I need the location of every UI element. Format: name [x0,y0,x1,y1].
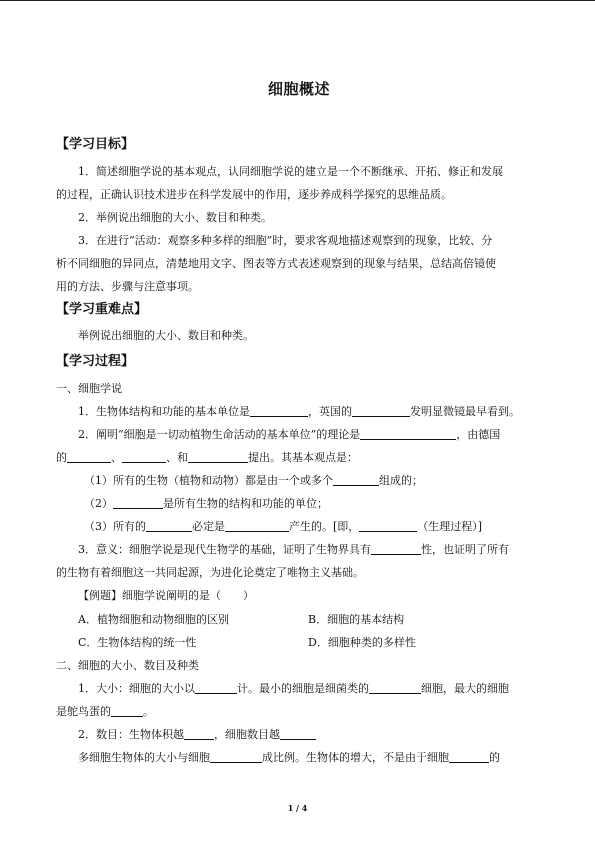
fill-blank[interactable] [67,450,111,463]
fill-blank[interactable] [113,496,163,509]
fill-blank[interactable] [449,750,489,763]
fill-blank[interactable] [371,542,421,555]
paragraph: 用的方法、步骤与注意事项。 [56,280,199,293]
fill-blank[interactable] [195,681,237,694]
paragraph: 的生物有着细胞这一共同起源，为进化论奠定了唯物主义基础。 [56,566,364,579]
fill-blank[interactable] [184,727,214,740]
top-rule [0,0,595,1]
fill-blank[interactable] [360,427,456,440]
fill-blank[interactable] [111,704,143,717]
option-row [78,631,564,654]
option-c[interactable]: C．生物体结构的统一性 [78,636,197,649]
fill-blank[interactable] [225,519,289,532]
section-heading-key: 【学习重难点】 [56,302,148,317]
section-heading-process: 【学习过程】 [56,354,135,369]
fill-blank[interactable] [280,727,316,740]
paragraph: 的过程，正确认识技术进步在科学发展中的作用，逐步养成科学探究的思维品质。 [56,188,452,201]
question-line: 1．生物体结构和功能的基本单位是 ，英国的 发明显微镜最早看到。 [78,405,520,418]
fill-blank[interactable] [352,404,410,417]
paragraph: 举例说出细胞的大小、数目和种类。 [78,329,254,342]
paragraph: 析不同细胞的异同点，清楚地用文字、图表等方式表述观察到的现象与结果，总结高倍镜使 [56,257,496,270]
subsection-heading: 二、细胞的大小、数目及种类 [56,659,199,672]
page-title: 细胞概述 [267,80,330,98]
fill-blank[interactable] [210,750,262,763]
question-line: 的 、 、和 提出。其基本观点是： [56,451,358,464]
fill-blank[interactable] [369,681,421,694]
option-a[interactable]: A．植物细胞和动物细胞的区别 [78,613,229,626]
section-heading-goals: 【学习目标】 [56,137,135,152]
question-line: 3．意义：细胞学说是现代生物学的基础，证明了生物界具有 性，也证明了所有 [78,543,509,556]
question-line: 是鸵鸟蛋的 。 [56,705,154,718]
question-line: 2．阐明“细胞是一切动植物生命活动的基本单位”的理论是 ，由德国 [78,428,501,441]
fill-blank[interactable] [188,450,248,463]
question-line: （3）所有的 必定是 产生的。[即， （生理过程）] [84,520,483,533]
option-b[interactable]: B．细胞的基本结构 [308,613,405,626]
example-question: 【例题】细胞学说阐明的是（ ） [78,589,254,602]
question-line: 多细胞生物体的大小与细胞 成比例。生物体的增大，不是由于细胞 的 [78,751,500,764]
option-d[interactable]: D．细胞种类的多样性 [308,636,416,649]
fill-blank[interactable] [250,404,308,417]
subsection-heading: 一、细胞学说 [56,382,122,395]
fill-blank[interactable] [146,519,192,532]
question-line: （2） 是所有生物的结构和功能的单位； [84,497,328,510]
paragraph: 1．简述细胞学说的基本观点，认同细胞学说的建立是一个不断继承、开拓、修正和发展 [78,165,503,178]
paragraph: 2．举例说出细胞的大小、数目和种类。 [78,211,272,224]
fill-blank[interactable] [359,519,417,532]
fill-blank[interactable] [333,473,379,486]
fill-blank[interactable] [122,450,166,463]
question-line: （1）所有的生物（植物和动物）都是由一个或多个 组成的； [84,474,423,487]
option-row [78,608,564,631]
page-number: 1 / 4 [287,803,308,813]
paragraph: 3．在进行“活动：观察多种多样的细胞”时，要求客观地描述观察到的现象，比较、分 [78,234,493,247]
question-line: 1．大小：细胞的大小以 计。最小的细胞是细菌类的 细胞，最大的细胞 [78,682,509,695]
question-line: 2．数目：生物体积越 ，细胞数目越 [78,723,564,746]
